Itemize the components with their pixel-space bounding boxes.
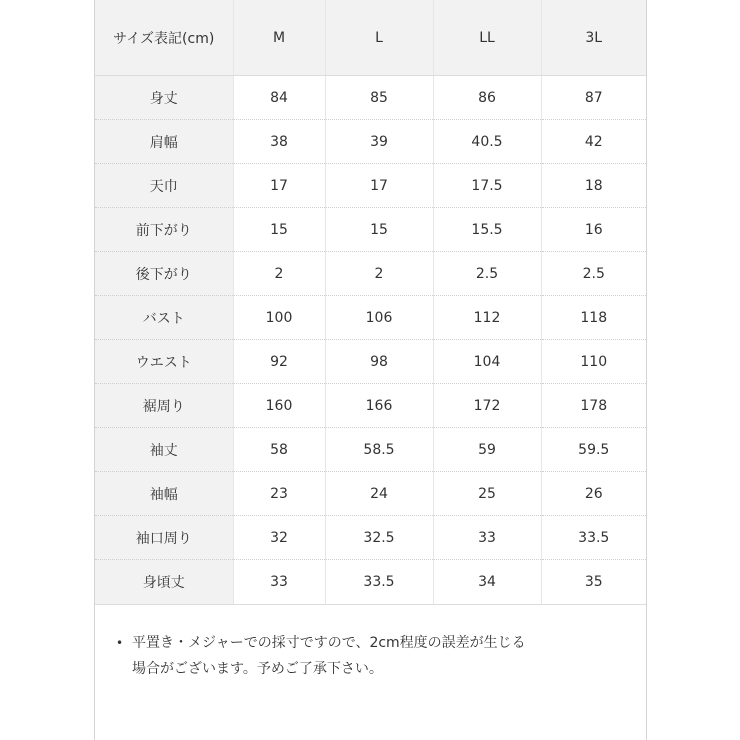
cell-value: 59 [433,428,541,472]
table-row [95,516,646,560]
cell-value: 59.5 [541,428,646,472]
table-row [95,428,646,472]
cell-value: 172 [433,384,541,428]
cell-value: 33.5 [541,516,646,560]
size-table [95,0,646,605]
cell-value: 85 [325,76,433,120]
table-row [95,384,646,428]
cell-value: 160 [233,384,325,428]
table-row [95,296,646,340]
cell-value: 106 [325,296,433,340]
row-label: 肩幅 [95,120,233,164]
cell-value: 58 [233,428,325,472]
cell-value: 24 [325,472,433,516]
cell-value: 166 [325,384,433,428]
cell-value: 104 [433,340,541,384]
cell-value: 33 [433,516,541,560]
row-label: ウエスト [95,340,233,384]
cell-value: 35 [541,560,646,605]
cell-value: 118 [541,296,646,340]
cell-value: 18 [541,164,646,208]
note-line-1: 平置き・メジャーでの採寸ですので、2cm程度の誤差が生じる [132,635,526,651]
cell-value: 33.5 [325,560,433,605]
table-row [95,472,646,516]
size-table-header-row [95,0,646,76]
cell-value: 2 [325,252,433,296]
cell-value: 2.5 [433,252,541,296]
table-row [95,208,646,252]
row-label: 袖口周り [95,516,233,560]
row-label: 裾周り [95,384,233,428]
size-table-body [95,76,646,605]
note-text [132,630,626,682]
table-row [95,560,646,605]
cell-value: 58.5 [325,428,433,472]
row-label: 後下がり [95,252,233,296]
cell-value: 32 [233,516,325,560]
header-size-m: M [233,0,325,76]
table-row [95,76,646,120]
cell-value: 86 [433,76,541,120]
cell-value: 17 [233,164,325,208]
cell-value: 32.5 [325,516,433,560]
cell-value: 42 [541,120,646,164]
cell-value: 25 [433,472,541,516]
cell-value: 26 [541,472,646,516]
cell-value: 17 [325,164,433,208]
cell-value: 178 [541,384,646,428]
cell-value: 38 [233,120,325,164]
notes [116,630,626,682]
cell-value: 2 [233,252,325,296]
row-label: 前下がり [95,208,233,252]
bullet-icon: • [116,636,124,650]
table-row [95,252,646,296]
cell-value: 33 [233,560,325,605]
table-row [95,164,646,208]
cell-value: 16 [541,208,646,252]
cell-value: 40.5 [433,120,541,164]
row-label: 身頃丈 [95,560,233,605]
cell-value: 23 [233,472,325,516]
cell-value: 39 [325,120,433,164]
cell-value: 15 [325,208,433,252]
cell-value: 112 [433,296,541,340]
row-label: 袖幅 [95,472,233,516]
cell-value: 87 [541,76,646,120]
note-line-2: 場合がございます。予めご了承下さい。 [132,661,383,677]
row-label: 身丈 [95,76,233,120]
cell-value: 98 [325,340,433,384]
cell-value: 15 [233,208,325,252]
row-label: 袖丈 [95,428,233,472]
row-label: バスト [95,296,233,340]
cell-value: 100 [233,296,325,340]
cell-value: 2.5 [541,252,646,296]
cell-value: 92 [233,340,325,384]
header-size-ll: LL [433,0,541,76]
table-row [95,340,646,384]
cell-value: 110 [541,340,646,384]
header-size-l: L [325,0,433,76]
row-label: 天巾 [95,164,233,208]
cell-value: 34 [433,560,541,605]
header-size-label: サイズ表記(cm) [95,0,233,76]
cell-value: 84 [233,76,325,120]
header-size-3l: 3L [541,0,646,76]
cell-value: 15.5 [433,208,541,252]
table-row [95,120,646,164]
cell-value: 17.5 [433,164,541,208]
